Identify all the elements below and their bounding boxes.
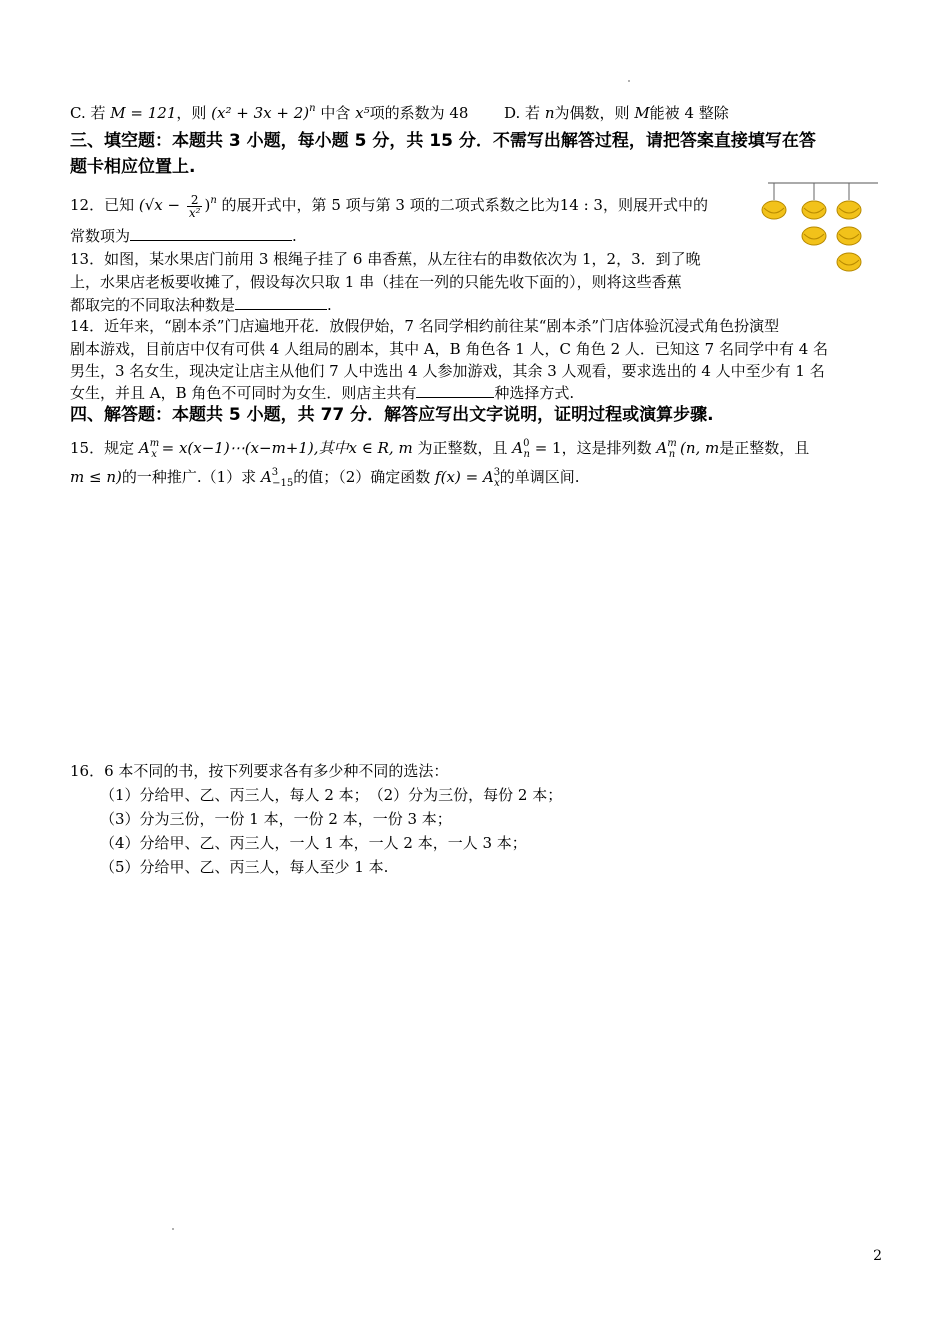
fraction: $\frac{2}{\text{x²}}$ bbox=[188, 192, 201, 220]
q14-line1: 14．近年来，“剧本杀”门店遍地开花．放假伊始，7 名同学相约前往某“剧本杀”门店体验沉浸式角色扮演型 bbox=[70, 317, 780, 335]
answer-blank bbox=[130, 226, 292, 241]
banana-bunch-icon bbox=[802, 227, 826, 245]
q15-line1: 15．规定 $A^m_x$ = x(x−1)⋯(x−m+1),其中x ∈ R, m 为正整数，且 $A^0_n = 1$，这是排列数 $A^m_n$ (n, m是正整数，且 bbox=[70, 438, 810, 460]
section4-heading: 四、解答题：本题共 5 小题，共 77 分．解答应写出文字说明，证明过程或演算步骤. bbox=[70, 405, 714, 425]
section3-heading-cont: 题卡相应位置上. bbox=[70, 157, 196, 177]
scan-dot bbox=[628, 80, 630, 82]
answer-blank bbox=[416, 383, 494, 398]
q12-line2: 常数项为 . bbox=[70, 227, 297, 245]
answer-blank bbox=[235, 295, 327, 310]
q16-item: （4）分给甲、乙、丙三人，一人 1 本，一人 2 本，一人 3 本； bbox=[100, 834, 527, 852]
banana-figure bbox=[760, 178, 880, 278]
banana-bunch-icon bbox=[837, 201, 861, 219]
q13-line3: 都取完的不同取法种数是 . bbox=[70, 296, 332, 314]
q13-line1: 13．如图，某水果店门前用 3 根绳子挂了 6 串香蕉，从左往右的串数依次为 1，2，3．到了晚 bbox=[70, 250, 701, 268]
q12-line1: 12．已知 (√x − $\frac{2}{\text{x²}}$ )$^n$ 的展开式中，第 5 项与第 3 项的二项式系数之比为14 : 3，则展开式中的 bbox=[70, 192, 708, 220]
q16-item: （3）分为三份，一份 1 本，一份 2 本，一份 3 本； bbox=[100, 810, 452, 828]
q14-line2: 剧本游戏，目前店中仅有可供 4 人组局的剧本，其中 A，B 角色各 1 人，C 角色 2 人．已知这 7 名同学中有 4 名 bbox=[70, 340, 829, 358]
page-number: 2 bbox=[873, 1248, 882, 1264]
scan-dot bbox=[172, 1228, 174, 1230]
banana-bunch-icon bbox=[837, 227, 861, 245]
polynomial: (x² + 3x + 2) bbox=[211, 104, 310, 122]
banana-bunch-icon bbox=[837, 253, 861, 271]
banana-bunch-icon bbox=[802, 201, 826, 219]
q16-title: 16．6 本不同的书，按下列要求各有多少种不同的选法： bbox=[70, 762, 449, 780]
banana-bunch-icon bbox=[762, 201, 786, 219]
option-d: D. 若 bbox=[504, 104, 541, 122]
q16-item: （1）分给甲、乙、丙三人，每人 2 本； （2）分为三份，每份 2 本； bbox=[100, 786, 563, 804]
q16-item: （5）分给甲、乙、丙三人，每人至少 1 本. bbox=[100, 858, 389, 876]
q14-line3: 男生，3 名女生，现决定让店主从他们 7 人中选出 4 人参加游戏，其余 3 人观看，要求选出的 4 人中至少有 1 名 bbox=[70, 362, 825, 380]
section3-heading: 三、填空题：本题共 3 小题，每小题 5 分，共 15 分．不需写出解答过程，请把答案直接填写在答 bbox=[70, 131, 816, 151]
m-value: M = 121 bbox=[110, 104, 177, 122]
q13-line2: 上，水果店老板要收摊了，假设每次只取 1 串（挂在一列的只能先收下面的），则将这些香蕉 bbox=[70, 273, 682, 291]
q11-options-cd: C. 若 M = 121，则 $(x^2 + 3x + 2)^n$ 中含 x⁵项的系数为 48 D. 若 n为偶数，则 M能被 4 整除 bbox=[70, 103, 729, 122]
q15-line2: m ≤ n)的一种推广.（1）求 $A^3_{-15}$的值；（2）确定函数 $f(x) = A^3_x$的单调区间. bbox=[70, 467, 580, 489]
q14-line4: 女生，并且 A，B 角色不可同时为女生．则店主共有 种选择方式. bbox=[70, 384, 575, 402]
